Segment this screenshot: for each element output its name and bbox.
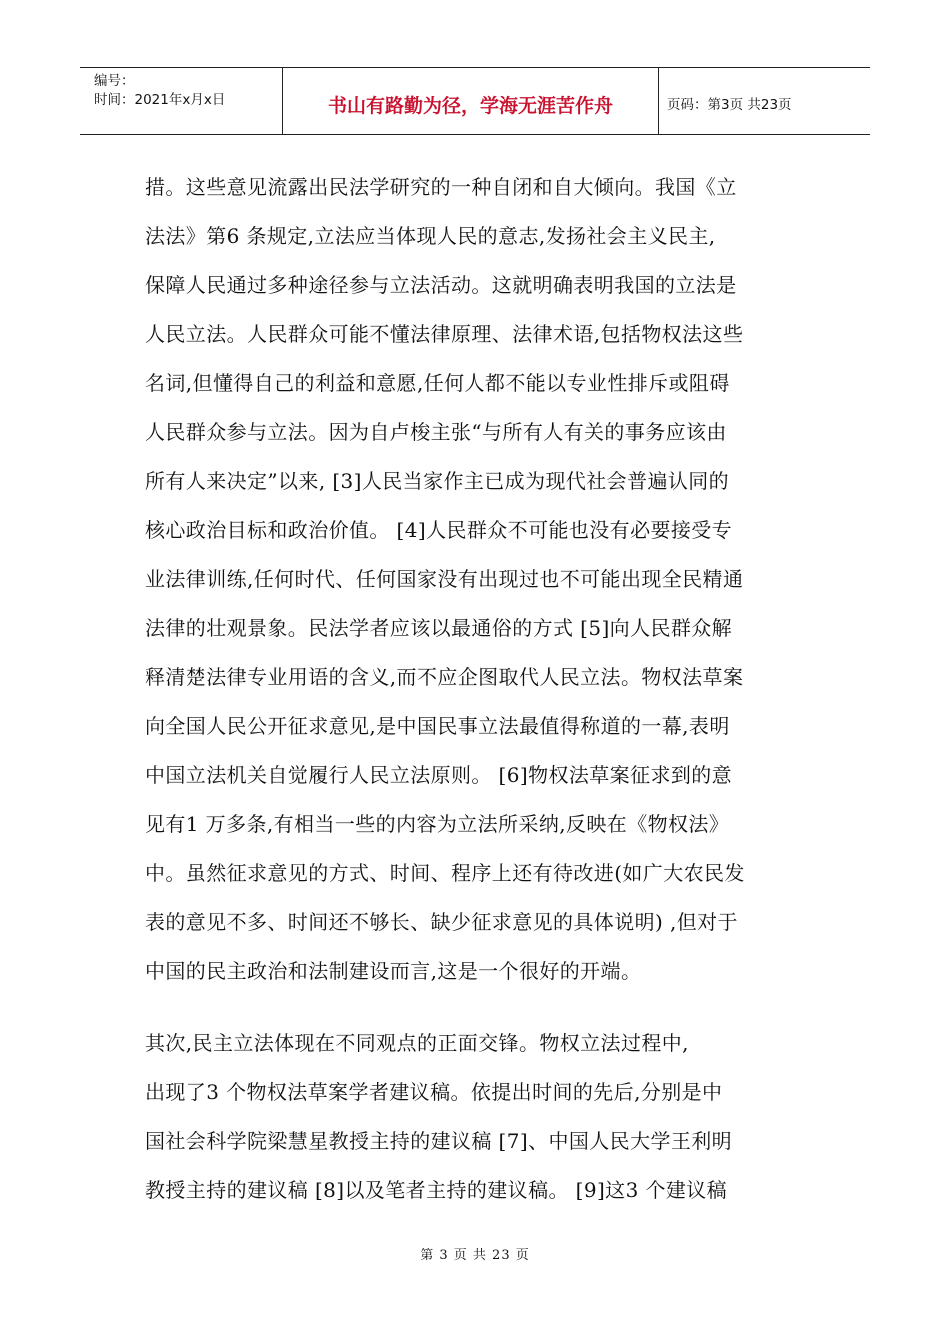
text-line: 核心政治目标和政治价值。 [4]人民群众不可能也没有必要接受专 <box>145 518 733 542</box>
text-line: 教授主持的建议稿 [8]以及笔者主持的建议稿。 [9]这3 个建议稿 <box>145 1178 728 1202</box>
text-line: 表的意见不多、时间还不够长、缺少征求意见的具体说明) ,但对于 <box>145 910 738 934</box>
number-label: 编号： <box>94 73 135 89</box>
text-line: 中国立法机关自觉履行人民立法原则。 [6]物权法草案征求到的意 <box>145 763 733 787</box>
text-line: 措。这些意见流露出民法学研究的一种自闭和自大倾向。我国《立 <box>145 175 737 199</box>
text-line: 业法律训练,任何时代、任何国家没有出现过也不可能出现全民精通 <box>145 567 744 591</box>
text-line: 法律的壮观景象。民法学者应该以最通俗的方式 [5]向人民群众解 <box>145 616 733 640</box>
text-line: 出现了3 个物权法草案学者建议稿。依提出时间的先后,分别是中 <box>145 1080 723 1104</box>
text-line: 国社会科学院梁慧星教授主持的建议稿 [7]、中国人民大学王利明 <box>145 1129 733 1153</box>
text-line: 中。虽然征求意见的方式、时间、程序上还有待改进(如广大农民发 <box>145 861 745 885</box>
text-line: 释清楚法律专业用语的含义,而不应企图取代人民立法。物权法草案 <box>145 665 744 689</box>
text-line: 中国的民主政治和法制建设而言,这是一个很好的开端。 <box>145 959 642 983</box>
header-meta <box>80 68 283 134</box>
page-footer: 第 3 页 共 23 页 <box>420 1248 530 1263</box>
page-header <box>80 67 870 135</box>
paragraph-1 <box>145 163 810 996</box>
text-line: 人民群众参与立法。因为自卢梭主张“与所有人有关的事务应该由 <box>145 420 727 444</box>
text-line: 名词,但懂得自己的利益和意愿,任何人都不能以专业性排斥或阻碍 <box>145 371 730 395</box>
header-motto: 书山有路勤为径，学海无涯苦作舟 <box>283 68 659 134</box>
paragraph-2 <box>145 1019 810 1215</box>
header-page-info: 页码：第3页 共23页 <box>667 97 792 113</box>
text-line: 保障人民通过多种途径参与立法活动。这就明确表明我国的立法是 <box>145 273 737 297</box>
date-label: 时间：2021年x月x日 <box>94 92 226 108</box>
document-body <box>145 163 810 1215</box>
text-line: 法法》第6 条规定,立法应当体现人民的意志,发扬社会主义民主, <box>145 224 716 248</box>
text-line: 其次,民主立法体现在不同观点的正面交锋。物权立法过程中, <box>145 1031 689 1055</box>
text-line: 见有1 万多条,有相当一些的内容为立法所采纳,反映在《物权法》 <box>145 812 730 836</box>
text-line: 人民立法。人民群众可能不懂法律原理、法律术语,包括物权法这些 <box>145 322 744 346</box>
text-line: 向全国人民公开征求意见,是中国民事立法最值得称道的一幕,表明 <box>145 714 730 738</box>
text-line: 所有人来决定”以来, [3]人民当家作主已成为现代社会普遍认同的 <box>145 469 730 493</box>
